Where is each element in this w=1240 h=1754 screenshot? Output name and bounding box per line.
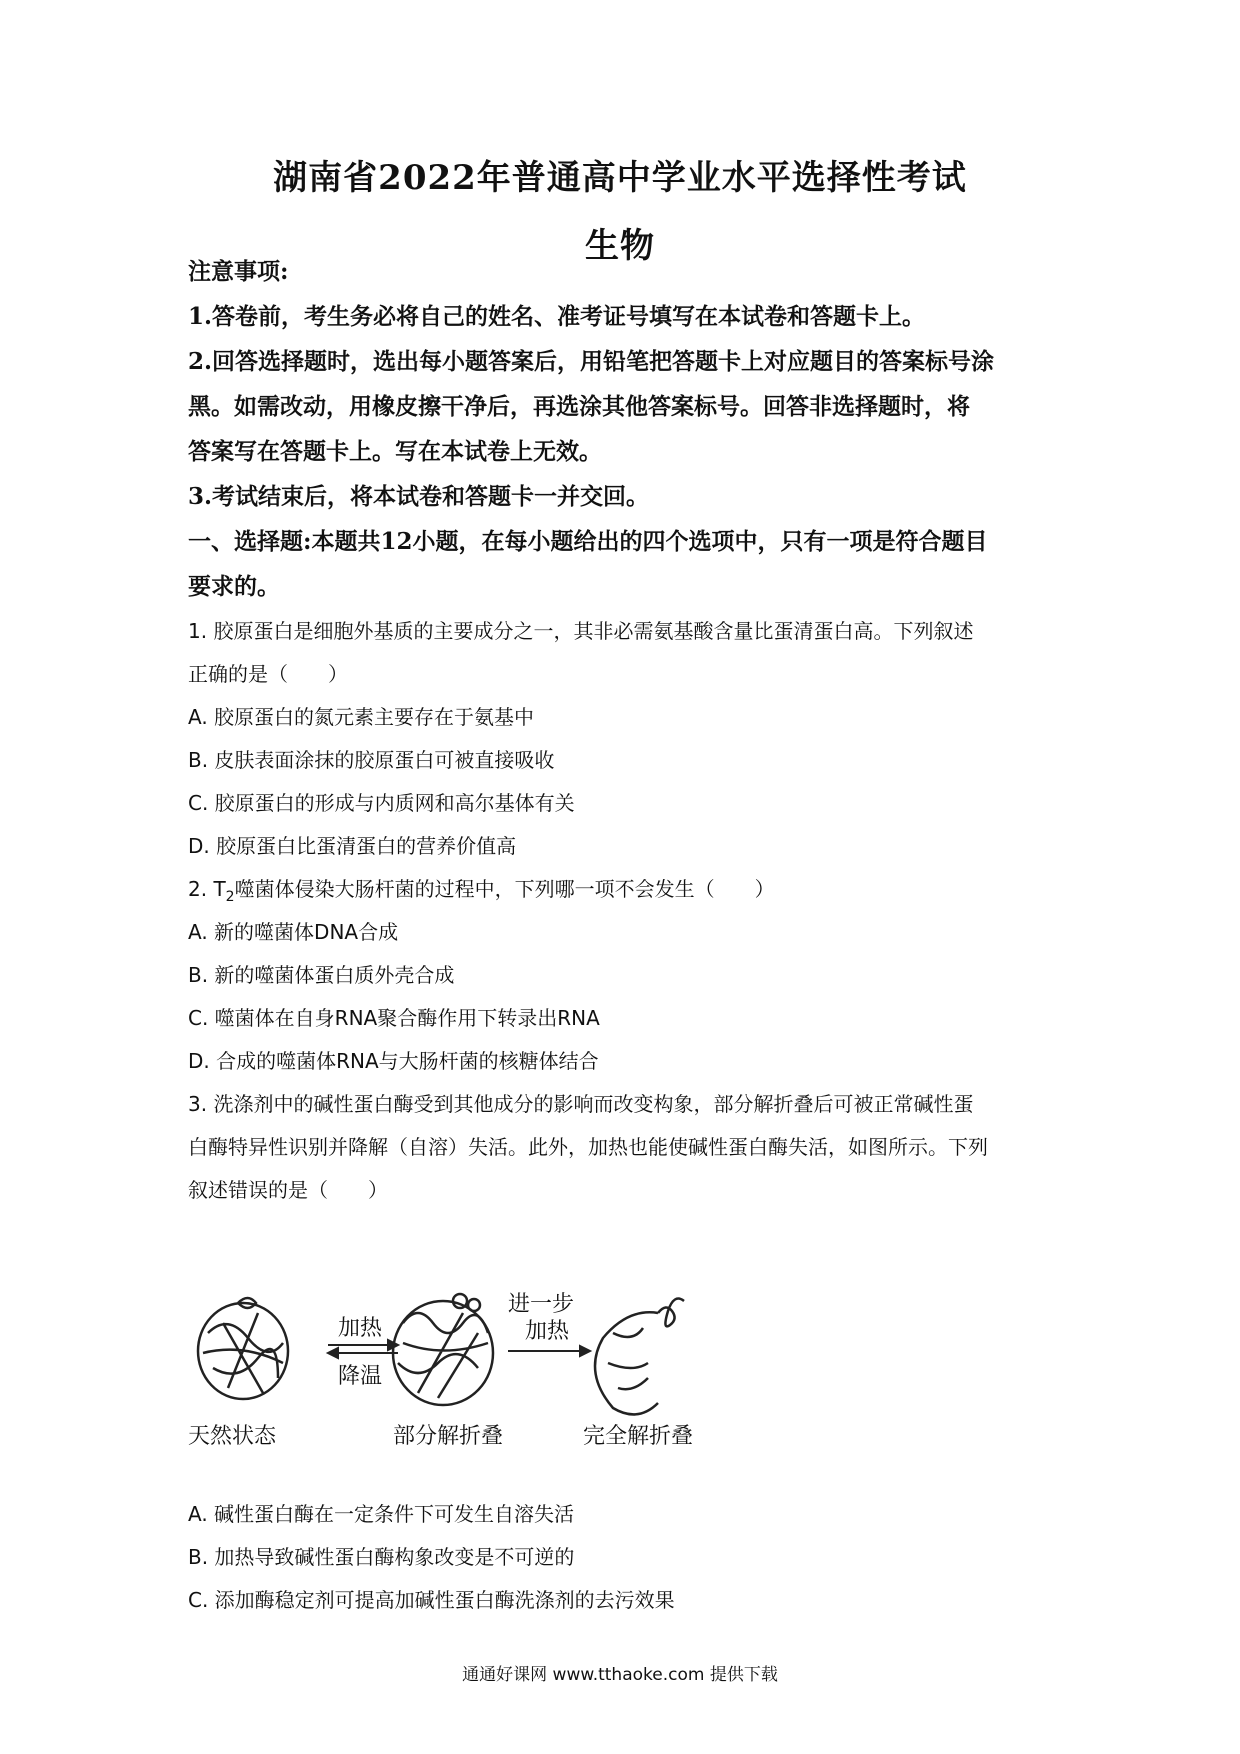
label-partial: 部分解折叠	[393, 1424, 504, 1449]
q2-option-c: C. 噬菌体在自身RNA聚合酶作用下转录出RNA	[188, 1006, 600, 1030]
q3-option-b: B. 加热导致碱性蛋白酶构象改变是不可逆的	[188, 1545, 575, 1569]
q1-option-a: A. 胶原蛋白的氮元素主要存在于氨基中	[188, 705, 535, 729]
notice-item: 2.回答选择题时，选出每小题答案后，用铅笔把答题卡上对应题目的答案标号涂	[188, 348, 995, 375]
arrow-heat-label: 加热	[338, 1316, 383, 1341]
q3-option-a: A. 碱性蛋白酶在一定条件下可发生自溶失活	[188, 1502, 575, 1526]
label-native: 天然状态	[188, 1424, 277, 1449]
reversible-arrow-icon	[328, 1340, 398, 1358]
q2-stem-prefix: 2. T	[188, 877, 226, 901]
q3-stem-cont2: 叙述错误的是（ ）	[188, 1178, 388, 1202]
notice-heading: 注意事项:	[188, 258, 289, 285]
q2-stem-subscript: 2	[225, 889, 235, 905]
section-heading: 一、选择题:本题共12小题，在每小题给出的四个选项中，只有一项是符合题目	[188, 528, 988, 555]
notice-item: 答案写在答题卡上。写在本试卷上无效。	[188, 438, 602, 465]
native-protein-icon	[198, 1298, 288, 1399]
protein-folding-figure	[188, 1283, 748, 1463]
partial-unfolded-protein-icon	[393, 1294, 493, 1405]
notice-item: 3.考试结束后，将本试卷和答题卡一并交回。	[188, 483, 650, 510]
q1-option-d: D. 胶原蛋白比蛋清蛋白的营养价值高	[188, 834, 517, 858]
page-footer: 通通好课网 www.tthaoke.com 提供下载	[462, 1665, 778, 1685]
q2-option-d: D. 合成的噬菌体RNA与大肠杆菌的核糖体结合	[188, 1049, 599, 1073]
q1-option-b: B. 皮肤表面涂抹的胶原蛋白可被直接吸收	[188, 748, 555, 772]
exam-title: 湖南省2022年普通高中学业水平选择性考试	[273, 158, 967, 198]
notice-item: 1.答卷前，考生务必将自己的姓名、准考证号填写在本试卷和答题卡上。	[188, 303, 926, 330]
notice-item: 黑。如需改动，用橡皮擦干净后，再选涂其他答案标号。回答非选择题时，将	[188, 393, 970, 420]
exam-subject: 生物	[585, 226, 655, 266]
q1-option-c: C. 胶原蛋白的形成与内质网和高尔基体有关	[188, 791, 575, 815]
arrow-further-label: 进一步	[508, 1292, 575, 1317]
section-heading-cont: 要求的。	[188, 573, 280, 600]
q1-stem-cont: 正确的是（ ）	[188, 662, 348, 686]
q3-stem-cont: 白酶特异性识别并降解（自溶）失活。此外，加热也能使碱性蛋白酶失活，如图所示。下列	[188, 1135, 988, 1159]
q1-stem: 1. 胶原蛋白是细胞外基质的主要成分之一，其非必需氨基酸含量比蛋清蛋白高。下列叙述	[188, 619, 974, 643]
q3-stem: 3. 洗涤剂中的碱性蛋白酶受到其他成分的影响而改变构象，部分解折叠后可被正常碱性蛋	[188, 1092, 974, 1116]
q2-option-a: A. 新的噬菌体DNA合成	[188, 920, 399, 944]
q2-stem-suffix: 噬菌体侵染大肠杆菌的过程中，下列哪一项不会发生（ ）	[234, 877, 775, 901]
q2-option-b: B. 新的噬菌体蛋白质外壳合成	[188, 963, 455, 987]
fully-unfolded-protein-icon	[595, 1299, 684, 1415]
q3-option-c: C. 添加酶稳定剂可提高加碱性蛋白酶洗涤剂的去污效果	[188, 1588, 675, 1612]
forward-arrow-icon	[508, 1346, 590, 1356]
arrow-cool-label: 降温	[338, 1364, 383, 1389]
label-full: 完全解折叠	[583, 1424, 694, 1449]
arrow-heat2-label: 加热	[525, 1319, 570, 1344]
